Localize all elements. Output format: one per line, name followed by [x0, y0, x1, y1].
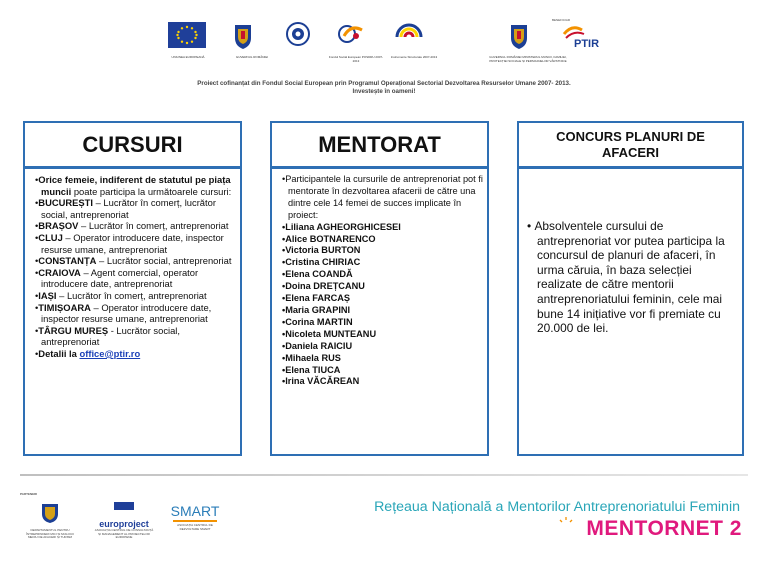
- cursuri-header: [23, 121, 242, 168]
- mentor-name: Irina VĂCĂREAN: [285, 376, 360, 387]
- list-item: •CRAIOVA – Agent comercial, operator introducere date, antreprenoriat: [35, 266, 199, 290]
- list-item: •Elena TIUCA: [282, 364, 341, 375]
- list-item: •BRAȘOV – Lucrător în comerț, antreprenoriat: [35, 220, 229, 232]
- mentor-list: [274, 174, 483, 388]
- beneficiar-label: BENEFICIAR: [552, 18, 571, 22]
- list-item: •IAȘI – Lucrător în comerț, antreprenoriat: [35, 289, 207, 301]
- romania-coat-of-arms-icon: [232, 22, 272, 64]
- concurs-text: • Absolventele cursului de antreprenoriat vor putea participa la concursul de planuri de afaceri, în urma căruia, în baza selecției realizate de către mentorii antreprenoriatului feminin, cele mai bune 14 inițiative vor fi premiate cu 20.000 de lei.: [527, 219, 725, 336]
- ministry-seal-icon: [286, 22, 326, 64]
- concurs-title: CONCURS PLANURI DE AFACERI: [556, 128, 705, 160]
- city-courses: – Lucrător în comerț, antreprenoriat: [78, 220, 229, 232]
- list-item: •Elena COANDĂ: [282, 269, 353, 280]
- intro-bold: Orice femeie, indiferent de statutul pe piața muncii: [38, 174, 231, 197]
- list-item: •TÂRGU MUREȘ - Lucrător social, antreprenoriat: [35, 324, 180, 348]
- mentor-name: Daniela RAICIU: [285, 340, 353, 351]
- partner-europroject: [94, 502, 154, 540]
- eu-flag-icon: [168, 22, 208, 64]
- mentor-name: Nicoleta MUNTEANU: [285, 328, 377, 339]
- mentor-name: Victoria BURTON: [285, 245, 361, 256]
- list-item: •TIMIȘOARA – Operator introducere date, inspector resurse umane, antreprenoriat: [35, 301, 212, 325]
- list-item: •Detalii la office@ptir.ro: [35, 347, 141, 359]
- list-item: •CONSTANȚA – Lucrător social, antreprenoriat: [35, 255, 232, 267]
- partner3-name: SMART: [170, 503, 220, 519]
- list-item: •Liliana AGHEORGHICESEI: [282, 221, 401, 232]
- list-item: •Orice femeie, indiferent de statutul pe piața muncii poate participa la următoarele cursuri:: [35, 174, 232, 197]
- cursuri-list: [27, 174, 236, 360]
- concurs-body: [517, 167, 744, 456]
- mentor-name: Corina MARTIN: [285, 316, 353, 327]
- mentor-name: Doina DREȚCANU: [285, 281, 365, 292]
- city-courses: – Lucrător în comerț, lucrător social, antreprenoriat: [41, 197, 216, 220]
- romania-coat-of-arms-icon: [489, 22, 567, 64]
- city-name: IAȘI: [38, 289, 57, 301]
- mentorat-intro: Participantele la cursurile de antreprenoriat pot fi mentorate în dezvoltarea afacerii de către una dintre cele 14 femei de succes implicate în proiect:: [285, 174, 483, 220]
- city-name: TÂRGU MUREȘ: [38, 324, 109, 336]
- partner-dimmmat: [22, 502, 78, 540]
- email-link[interactable]: office@ptir.ro: [79, 347, 141, 359]
- sponsor-logos: [168, 22, 638, 68]
- city-courses: - Lucrător social, antreprenoriat: [41, 324, 180, 348]
- city-courses: – Lucrător în comerț, antreprenoriat: [56, 289, 207, 301]
- city-name: BUCUREȘTI: [38, 197, 93, 209]
- mentor-name: Mihaela RUS: [285, 352, 341, 363]
- mentorat-body: [270, 167, 489, 456]
- details-label: Detalii la: [38, 347, 80, 359]
- gov-caption: GUVERNUL ROMÂNIEI: [235, 55, 269, 59]
- city-courses: – Lucrător social, antreprenoriat: [96, 255, 232, 267]
- tagline-line-1: Proiect cofinanțat din Fondul Social European prin Programul Operațional Sectorial Dezvoltarea Resurselor Umane 2007- 2013.: [197, 80, 571, 87]
- city-courses: – Agent comercial, operator introducere date, antreprenoriat: [41, 266, 199, 290]
- concurs-header: [517, 121, 744, 168]
- smart-underline: [173, 520, 217, 522]
- tagline-line-2: Investește în oameni!: [352, 88, 416, 95]
- cursuri-title: CURSURI: [82, 131, 183, 157]
- is-caption: Instrumente Structurale 2007-2013: [390, 55, 438, 59]
- romania-coat-of-arms-icon: [22, 502, 78, 524]
- city-courses: – Operator introducere date, inspector resurse umane, antreprenoriat: [41, 231, 224, 255]
- mentor-name: Maria GRAPINI: [285, 304, 351, 315]
- list-item: •Maria GRAPINI: [282, 304, 351, 315]
- mentor-name: Cristina CHIRIAC: [285, 257, 361, 268]
- mentornet-text: MENTORNET 2: [586, 517, 742, 540]
- partner-smart: [170, 503, 220, 531]
- mentor-name: Elena COANDĂ: [285, 269, 353, 280]
- ministry-caption: GUVERNUL ROMÂNIEI MINISTERUL MUNCII, FAMILIEI, PROTECȚIEI SOCIALE ȘI PERSOANELOR VÂRSTNICE: [489, 55, 567, 63]
- city-name: CLUJ: [38, 231, 63, 243]
- list-item: •Corina MARTIN: [282, 316, 353, 327]
- list-item: •Irina VĂCĂREAN: [282, 376, 360, 387]
- project-tagline: [0, 80, 768, 96]
- concurs-description: Absolventele cursului de antreprenoriat vor putea participa la concursul de planuri de afaceri, în urma căruia, în baza selecției realizate de către mentorii antreprenoriatului feminin, cele mai bune 14 inițiative vor fi premiate cu 20.000 de lei.: [534, 219, 725, 336]
- partners-label: PARTENERI: [20, 492, 38, 496]
- fse-logo-icon: [328, 22, 384, 64]
- mentor-name: Elena TIUCA: [285, 364, 341, 375]
- bulb-icon: [559, 517, 573, 531]
- list-item: •Victoria BURTON: [282, 245, 361, 256]
- list-item: •Participantele la cursurile de antreprenoriat pot fi mentorate în dezvoltarea afacerii de către una dintre cele 14 femei de succes implicate în proiect:: [282, 174, 483, 220]
- partner2-caption: ASOCIAȚIA CENTRUL DE CONSULTANȚĂ ȘI MANAGEMENT AL PROIECTELOR EUROPENE: [94, 528, 154, 540]
- list-item: •Doina DREȚCANU: [282, 281, 365, 292]
- city-name: TIMIȘOARA: [38, 301, 91, 313]
- city-courses: – Operator introducere date, inspector resurse umane, antreprenoriat: [41, 301, 212, 325]
- city-name: CRAIOVA: [38, 266, 81, 278]
- fse-caption: Fondul Social European POSDRU 2007-2013: [328, 55, 384, 63]
- europroject-logo-icon: [94, 502, 154, 516]
- mentornet-logo: [480, 517, 742, 541]
- list-item: •BUCUREȘTI – Lucrător în comerț, lucrător social, antreprenoriat: [35, 197, 216, 220]
- list-item: •CLUJ – Operator introducere date, inspector resurse umane, antreprenoriat: [35, 231, 224, 255]
- partner2-name: europroject: [99, 519, 149, 529]
- mentorat-title: MENTORAT: [318, 131, 441, 157]
- city-name: BRAȘOV: [38, 220, 79, 232]
- list-item: •Mihaela RUS: [282, 352, 341, 363]
- footer-divider: [20, 474, 748, 476]
- network-title: Rețeaua Națională a Mentorilor Antreprenoriatului Feminin: [374, 499, 740, 515]
- partner1-caption: DEPARTAMENTUL PENTRU ÎNTREPRINDERI MICI ȘI MIJLOCII MEDIU DE AFACERI ȘI TURISM: [26, 528, 74, 540]
- mentor-name: Liliana AGHEORGHICESEI: [285, 221, 401, 232]
- list-item: •Alice BOTNARENCO: [282, 233, 376, 244]
- list-item: •Nicoleta MUNTEANU: [282, 328, 377, 339]
- list-item: •Cristina CHIRIAC: [282, 257, 361, 268]
- mentor-name: Alice BOTNARENCO: [285, 233, 376, 244]
- ptir-wordmark: PTIR: [574, 38, 600, 50]
- mentorat-header: [270, 121, 489, 168]
- eu-caption: UNIUNEA EUROPEANĂ: [171, 55, 205, 59]
- ptir-logo-icon: [560, 22, 610, 64]
- cursuri-body: [23, 167, 242, 456]
- list-item: •Daniela RAICIU: [282, 340, 353, 351]
- city-name: CONSTANȚA: [38, 255, 97, 267]
- mentor-name: Elena FARCAȘ: [285, 293, 351, 304]
- instrumente-structurale-icon: [390, 22, 438, 64]
- list-item: •Elena FARCAȘ: [282, 293, 351, 304]
- intro-rest: poate participa la următoarele cursuri:: [71, 185, 232, 197]
- partner3-caption: ASOCIAȚIA CENTRUL DE DEZVOLTARE SMART: [177, 523, 213, 531]
